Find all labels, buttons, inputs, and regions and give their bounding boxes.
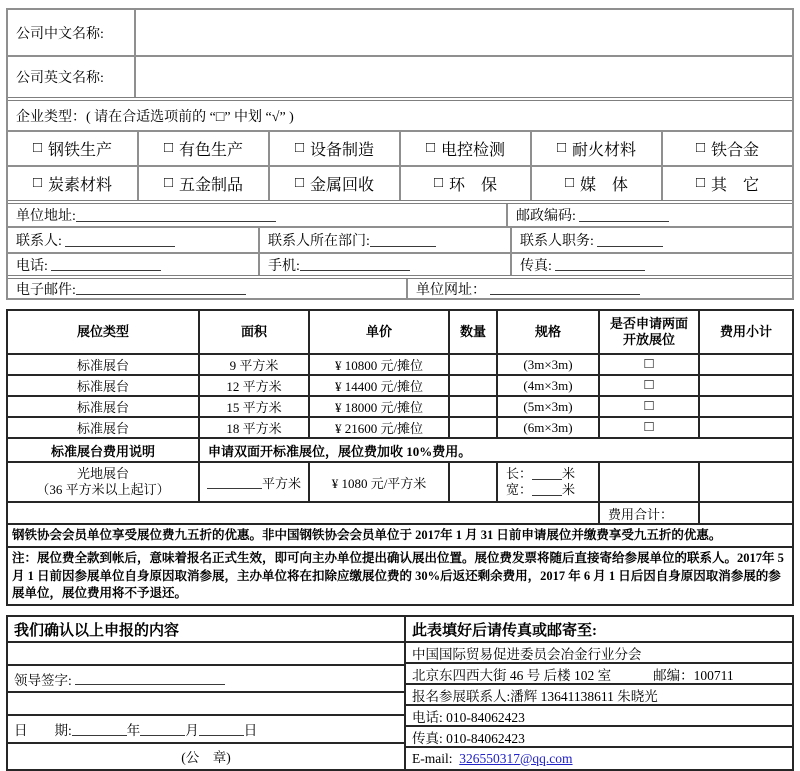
org-email-row bbox=[406, 748, 792, 769]
confirmation-column bbox=[8, 617, 406, 769]
checkbox-icon[interactable]: □ bbox=[163, 175, 174, 191]
enterprise-type-instruction: 企业类型：( 请在合适选项前的 “□” 中划 “√” ) bbox=[16, 109, 294, 125]
booth-price: ¥ 14400 元/摊位 bbox=[308, 376, 448, 395]
col-header-quantity: 数量 bbox=[448, 311, 496, 353]
company-cn-name-field[interactable] bbox=[134, 10, 792, 55]
fax-label: 传真: bbox=[520, 258, 552, 274]
date-label: 日 期: bbox=[14, 723, 72, 739]
mobile-field[interactable] bbox=[300, 258, 410, 271]
industry-options-row-1 bbox=[8, 130, 792, 165]
industry-option-label: 设备制造 bbox=[310, 142, 375, 159]
checkbox-icon[interactable]: □ bbox=[425, 140, 436, 156]
payment-terms-row bbox=[8, 546, 792, 604]
booth-area: 15 平方米 bbox=[198, 397, 308, 416]
raw-space-area-cell bbox=[198, 463, 308, 501]
booth-area: 9 平方米 bbox=[198, 355, 308, 374]
checkbox-icon[interactable]: □ bbox=[695, 175, 706, 191]
signature-label: 领导签字: bbox=[14, 672, 72, 688]
email-row bbox=[8, 275, 792, 298]
double-open-checkbox[interactable] bbox=[598, 397, 698, 416]
booth-row-15sqm bbox=[8, 395, 792, 416]
raw-length-line bbox=[506, 466, 575, 482]
checkbox-icon[interactable]: □ bbox=[644, 398, 654, 414]
booth-spec: (3m×3m) bbox=[496, 355, 598, 374]
phone-row bbox=[8, 252, 792, 275]
industry-option-equipment[interactable] bbox=[268, 132, 399, 165]
standard-fee-note-row bbox=[8, 437, 792, 461]
date-year-field[interactable] bbox=[72, 723, 127, 736]
industry-options-row-2 bbox=[8, 165, 792, 200]
standard-fee-label: 标准展台费用说明 bbox=[50, 443, 155, 459]
total-fee-field[interactable] bbox=[698, 503, 792, 523]
booth-pricing-table bbox=[6, 309, 794, 606]
booth-area: 12 平方米 bbox=[198, 376, 308, 395]
org-postcode: 邮编：100711 bbox=[653, 667, 734, 683]
booth-subtotal-field[interactable] bbox=[698, 418, 792, 437]
checkbox-icon[interactable]: □ bbox=[695, 140, 706, 156]
industry-option-label: 电控检测 bbox=[441, 142, 506, 159]
contact-person-cell bbox=[8, 228, 258, 252]
company-info-table bbox=[6, 8, 794, 300]
day-label: 日 bbox=[243, 723, 258, 739]
position-label: 联系人职务: bbox=[520, 234, 594, 249]
contact-person-field[interactable] bbox=[65, 234, 175, 247]
raw-double-open-cell bbox=[598, 463, 698, 501]
signature-spacer-row bbox=[8, 693, 404, 716]
department-label: 联系人所在部门: bbox=[268, 234, 370, 249]
booth-quantity-field[interactable] bbox=[448, 355, 496, 374]
mail-title: 此表填好后请传真或邮寄至: bbox=[406, 617, 792, 643]
col-header-unit-price: 单价 bbox=[308, 311, 448, 353]
industry-option-label: 钢铁生产 bbox=[48, 142, 113, 159]
company-en-name-row bbox=[8, 55, 792, 97]
address-cell bbox=[8, 204, 506, 226]
footer-table bbox=[6, 615, 794, 771]
checkbox-icon[interactable]: □ bbox=[644, 377, 654, 393]
contact-person-row bbox=[8, 226, 792, 252]
year-label: 年 bbox=[126, 723, 141, 739]
raw-subtotal-field[interactable] bbox=[698, 463, 792, 501]
postcode-field[interactable] bbox=[579, 209, 669, 222]
checkbox-icon[interactable]: □ bbox=[556, 140, 567, 156]
org-email-link[interactable]: 326550317@qq.com bbox=[459, 750, 573, 766]
company-cn-name-label: 公司中文名称: bbox=[16, 26, 104, 42]
org-address-row bbox=[406, 664, 792, 685]
seal-row bbox=[8, 744, 404, 768]
booth-type: 标准展台 bbox=[76, 379, 129, 394]
booth-spec: (4m×3m) bbox=[496, 376, 598, 395]
mailing-column bbox=[406, 617, 792, 769]
postcode-label: 邮政编码: bbox=[516, 209, 576, 224]
confirm-title: 我们确认以上申报的内容 bbox=[8, 617, 404, 643]
org-phone-row: 电话: 010-84062423 bbox=[406, 706, 792, 727]
industry-option-label: 媒 体 bbox=[580, 177, 629, 194]
organization-row: 中国国际贸易促进委员会冶金行业分会 bbox=[406, 643, 792, 664]
booth-quantity-field[interactable] bbox=[448, 376, 496, 395]
email-cell bbox=[8, 279, 406, 298]
enterprise-type-header-row bbox=[8, 97, 792, 130]
booth-row-12sqm bbox=[8, 374, 792, 395]
raw-space-name-line2: （36 平方米以上起订） bbox=[36, 482, 170, 497]
col-header-booth-type: 展位类型 bbox=[76, 323, 129, 339]
width-label: 宽： bbox=[506, 482, 533, 497]
booth-spec: (6m×3m) bbox=[496, 418, 598, 437]
date-month-field[interactable] bbox=[140, 723, 185, 736]
email-label: 电子邮件: bbox=[16, 282, 76, 298]
checkbox-icon[interactable]: □ bbox=[294, 175, 305, 191]
industry-option-label: 环 保 bbox=[449, 177, 498, 194]
total-fee-label: 费用合计： bbox=[598, 503, 698, 523]
booth-price: ¥ 10800 元/摊位 bbox=[308, 355, 448, 374]
meter-label: 米 bbox=[562, 482, 576, 497]
checkbox-icon[interactable]: □ bbox=[644, 419, 654, 435]
phone-label: 电话: bbox=[16, 258, 48, 274]
industry-option-media[interactable] bbox=[530, 167, 661, 200]
industry-option-label: 五金制品 bbox=[179, 177, 244, 194]
double-open-checkbox[interactable] bbox=[598, 418, 698, 437]
company-en-name-label: 公司英文名称: bbox=[16, 71, 104, 86]
booth-price: ¥ 21600 元/摊位 bbox=[308, 418, 448, 437]
position-cell bbox=[510, 228, 792, 252]
discount-note: 钢铁协会会员单位享受展位费九五折的优惠。非中国钢铁协会会员单位于 2017年 1 月 31 日前申请展位并缴费享受九五折的优惠。 bbox=[12, 528, 722, 542]
raw-space-price: ¥ 1080 元/平方米 bbox=[308, 463, 448, 501]
booth-spec: (5m×3m) bbox=[496, 397, 598, 416]
length-label: 长： bbox=[506, 465, 533, 481]
booth-subtotal-field[interactable] bbox=[698, 355, 792, 374]
date-day-field[interactable] bbox=[199, 723, 244, 736]
phone-field[interactable] bbox=[51, 258, 161, 271]
col-header-double-open: 是否申请两面开放展位 bbox=[598, 311, 698, 353]
checkbox-icon[interactable]: □ bbox=[644, 356, 654, 372]
postcode-cell bbox=[506, 204, 792, 226]
raw-dimensions-cell bbox=[496, 463, 598, 501]
industry-option-environmental[interactable] bbox=[399, 167, 530, 200]
month-label: 月 bbox=[185, 723, 199, 739]
checkbox-icon[interactable]: □ bbox=[32, 140, 43, 156]
date-row bbox=[8, 716, 404, 744]
meter-label: 米 bbox=[562, 465, 576, 481]
checkbox-icon[interactable]: □ bbox=[32, 175, 43, 191]
department-cell bbox=[258, 228, 510, 252]
industry-option-carbon[interactable] bbox=[8, 167, 137, 200]
checkbox-icon[interactable]: □ bbox=[564, 175, 575, 191]
industry-option-nonferrous[interactable] bbox=[137, 132, 268, 165]
address-label: 单位地址: bbox=[16, 209, 76, 224]
industry-option-electronic-control[interactable] bbox=[399, 132, 530, 165]
standard-fee-note: 申请双面开标准展位，展位费加收 10%费用。 bbox=[198, 439, 792, 461]
booth-subtotal-field[interactable] bbox=[698, 376, 792, 395]
industry-option-label: 金属回收 bbox=[310, 177, 375, 194]
booth-quantity-field[interactable] bbox=[448, 397, 496, 416]
col-header-spec: 规格 bbox=[496, 311, 598, 353]
org-email-label: E-mail: bbox=[412, 750, 453, 766]
address-row bbox=[8, 200, 792, 226]
booth-row-9sqm bbox=[8, 353, 792, 374]
checkbox-icon[interactable]: □ bbox=[163, 140, 174, 156]
raw-quantity-field[interactable] bbox=[448, 463, 496, 501]
email-field[interactable] bbox=[76, 282, 246, 295]
registration-contacts-row: 报名参展联系人:潘辉 13641138611 朱晓光 bbox=[406, 685, 792, 706]
booth-quantity-field[interactable] bbox=[448, 418, 496, 437]
raw-area-field[interactable] bbox=[207, 476, 262, 489]
seal-label: (公 章) bbox=[181, 750, 231, 766]
raw-space-name-line1: 光地展台 bbox=[76, 465, 129, 481]
industry-option-label: 铁合金 bbox=[711, 142, 760, 159]
col-header-area: 面积 bbox=[198, 311, 308, 353]
booth-row-18sqm bbox=[8, 416, 792, 437]
industry-option-steel-production[interactable] bbox=[8, 132, 137, 165]
address-field[interactable] bbox=[76, 209, 276, 222]
website-label: 单位网址： bbox=[416, 282, 486, 298]
industry-option-label: 有色生产 bbox=[179, 142, 244, 159]
fax-cell bbox=[510, 254, 792, 275]
booth-type: 标准展台 bbox=[76, 358, 129, 373]
industry-option-metal-recycling[interactable] bbox=[268, 167, 399, 200]
company-cn-name-row bbox=[8, 10, 792, 55]
col-header-subtotal: 费用小计 bbox=[698, 311, 792, 353]
booth-table-header-row bbox=[8, 311, 792, 353]
length-field[interactable] bbox=[532, 467, 562, 480]
industry-option-label: 其 它 bbox=[711, 177, 760, 194]
booth-subtotal-field[interactable] bbox=[698, 397, 792, 416]
total-fee-row bbox=[8, 501, 792, 523]
industry-option-hardware[interactable] bbox=[137, 167, 268, 200]
industry-option-other[interactable] bbox=[661, 167, 792, 200]
double-open-checkbox[interactable] bbox=[598, 355, 698, 374]
mobile-cell bbox=[258, 254, 510, 275]
raw-space-name bbox=[8, 463, 198, 501]
industry-option-label: 耐火材料 bbox=[572, 142, 637, 159]
total-row-spacer bbox=[8, 503, 598, 523]
raw-space-row bbox=[8, 461, 792, 501]
mobile-label: 手机: bbox=[268, 258, 300, 274]
payment-terms-note: 注：展位费全款到帐后，意味着报名正式生效，即可向主办单位提出确认展出位置。展位费发票将随后直接寄给参展单位的联系人。2017年 5 月 1 日前因参展单位自身原因取消参展，主办单位将在扣除应缴展位费的 30%后返还剩余费用，2017 年 6 月 1 日后因自身原因取消参展的参展单位，展位费用将不予退还。 bbox=[12, 551, 784, 600]
org-address: 北京东四西大街 46 号 后楼 102 室 bbox=[412, 667, 612, 683]
checkbox-icon[interactable]: □ bbox=[433, 175, 444, 191]
signature-row bbox=[8, 666, 404, 693]
org-fax-row: 传真: 010-84062423 bbox=[406, 727, 792, 748]
booth-price: ¥ 18000 元/摊位 bbox=[308, 397, 448, 416]
industry-option-ferroalloy[interactable] bbox=[661, 132, 792, 165]
company-en-name-field[interactable] bbox=[134, 57, 792, 97]
department-field[interactable] bbox=[370, 234, 436, 247]
confirm-spacer-row bbox=[8, 643, 404, 666]
double-open-checkbox[interactable] bbox=[598, 376, 698, 395]
website-cell bbox=[406, 279, 792, 298]
phone-cell bbox=[8, 254, 258, 275]
checkbox-icon[interactable]: □ bbox=[294, 140, 305, 156]
booth-type: 标准展台 bbox=[76, 421, 129, 436]
discount-note-row bbox=[8, 523, 792, 546]
industry-option-refractory[interactable] bbox=[530, 132, 661, 165]
position-field[interactable] bbox=[597, 234, 663, 247]
raw-width-line bbox=[506, 482, 575, 498]
contact-person-label: 联系人: bbox=[16, 234, 62, 249]
width-field[interactable] bbox=[532, 483, 562, 496]
industry-option-label: 炭素材料 bbox=[48, 177, 113, 194]
booth-area: 18 平方米 bbox=[198, 418, 308, 437]
signature-field[interactable] bbox=[75, 672, 225, 685]
booth-type: 标准展台 bbox=[76, 400, 129, 415]
website-field[interactable] bbox=[490, 282, 640, 295]
raw-area-suffix: 平方米 bbox=[261, 475, 301, 491]
fax-field[interactable] bbox=[555, 258, 645, 271]
